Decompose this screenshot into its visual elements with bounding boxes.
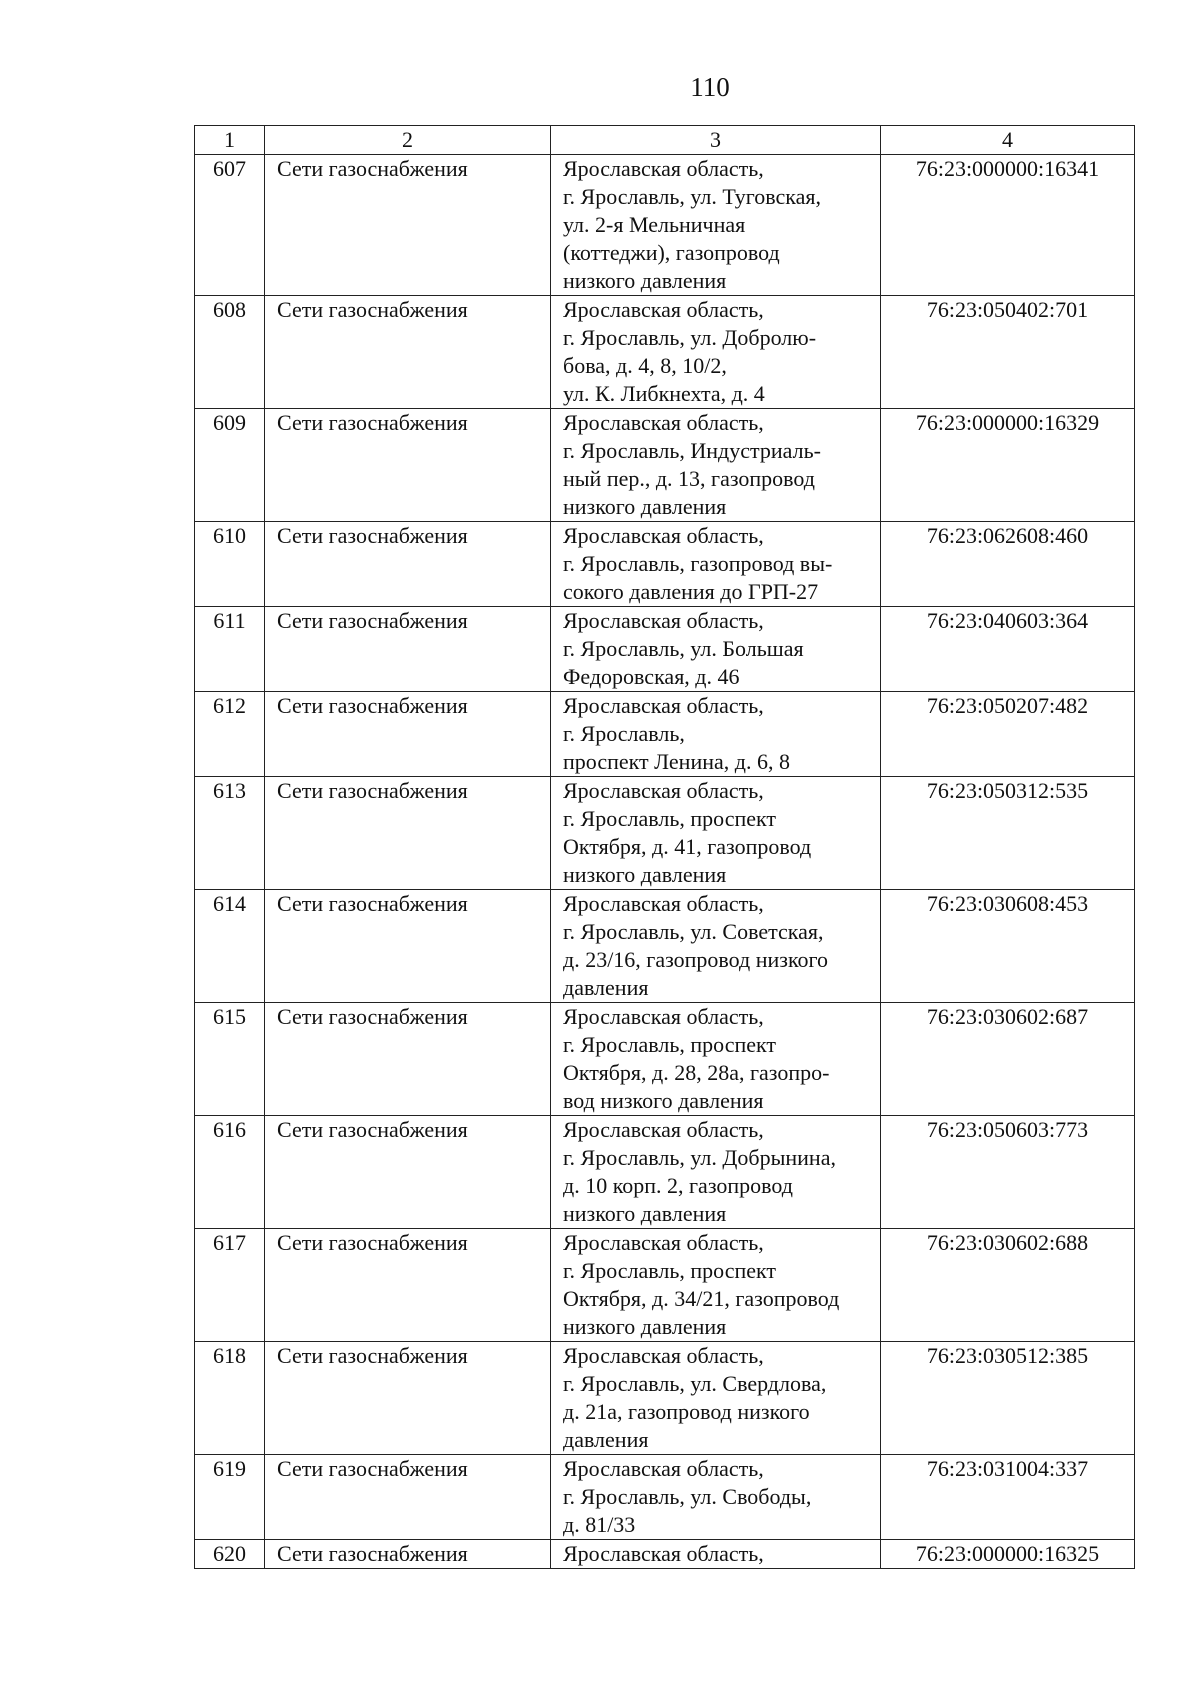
object-name-cell: Сети газоснабжения (265, 692, 551, 777)
row-number-cell: 610 (195, 522, 265, 607)
object-name-cell: Сети газоснабжения (265, 1455, 551, 1540)
address-line: проспект Ленина, д. 6, 8 (563, 749, 790, 774)
address-line: г. Ярославль, проспект (563, 1032, 777, 1057)
address-line: ул. 2-я Мельничная (563, 212, 746, 237)
row-number-cell: 614 (195, 890, 265, 1003)
address-line: ул. К. Либкнехта, д. 4 (563, 381, 765, 406)
cadastral-number-cell: 76:23:000000:16329 (881, 409, 1135, 522)
cadastral-number-cell: 76:23:050312:535 (881, 777, 1135, 890)
address-line: Ярославская область, (563, 608, 764, 633)
address-line: д. 21а, газопровод низкого (563, 1399, 810, 1424)
object-name-cell: Сети газоснабжения (265, 1003, 551, 1116)
address-cell (551, 777, 881, 890)
object-name-cell: Сети газоснабжения (265, 607, 551, 692)
address-line: Ярославская область, (563, 1117, 764, 1142)
column-header-1: 1 (195, 126, 265, 155)
row-number-cell: 607 (195, 155, 265, 296)
object-name-cell: Сети газоснабжения (265, 155, 551, 296)
cadastral-number-cell: 76:23:040603:364 (881, 607, 1135, 692)
column-header-2: 2 (265, 126, 551, 155)
cadastral-number-cell: 76:23:030608:453 (881, 890, 1135, 1003)
row-number-cell: 608 (195, 296, 265, 409)
address-line: г. Ярославль, ул. Добролю- (563, 325, 817, 350)
address-line: давления (563, 1427, 649, 1452)
address-line: Ярославская область, (563, 156, 764, 181)
row-number-cell: 620 (195, 1540, 265, 1569)
address-line: Ярославская область, (563, 693, 764, 718)
table-row (195, 607, 1135, 692)
object-name-cell: Сети газоснабжения (265, 409, 551, 522)
cadastral-number-cell: 76:23:000000:16341 (881, 155, 1135, 296)
address-cell (551, 155, 881, 296)
cadastral-number-cell: 76:23:062608:460 (881, 522, 1135, 607)
table-row (195, 890, 1135, 1003)
row-number-cell: 617 (195, 1229, 265, 1342)
address-cell (551, 1540, 881, 1569)
address-cell (551, 1116, 881, 1229)
row-number-cell: 618 (195, 1342, 265, 1455)
address-line: д. 23/16, газопровод низкого (563, 947, 829, 972)
object-name-cell: Сети газоснабжения (265, 1229, 551, 1342)
address-line: ный пер., д. 13, газопровод (563, 466, 815, 491)
row-number-cell: 612 (195, 692, 265, 777)
table-row (195, 1116, 1135, 1229)
address-line: г. Ярославль, проспект (563, 806, 777, 831)
address-line: г. Ярославль, ул. Свердлова, (563, 1371, 827, 1396)
table-row (195, 522, 1135, 607)
address-line: Ярославская область, (563, 1230, 764, 1255)
table-body (195, 126, 1135, 1569)
address-line: г. Ярославль, газопровод вы- (563, 551, 833, 576)
address-line: д. 81/33 (563, 1512, 636, 1537)
address-line: Ярославская область, (563, 891, 764, 916)
address-line: г. Ярославль, проспект (563, 1258, 777, 1283)
row-number-cell: 615 (195, 1003, 265, 1116)
address-cell (551, 522, 881, 607)
address-line: Ярославская область, (563, 1541, 764, 1566)
row-number-cell: 613 (195, 777, 265, 890)
address-line: Ярославская область, (563, 523, 764, 548)
column-header-4: 4 (881, 126, 1135, 155)
row-number-cell: 619 (195, 1455, 265, 1540)
page-number: 110 (690, 72, 730, 102)
address-line: низкого давления (563, 1201, 727, 1226)
address-cell (551, 296, 881, 409)
property-register-table (194, 125, 1135, 1569)
address-line: г. Ярославль, ул. Туговская, (563, 184, 821, 209)
address-line: г. Ярославль, ул. Большая (563, 636, 804, 661)
row-number-cell: 616 (195, 1116, 265, 1229)
column-header-3: 3 (551, 126, 881, 155)
address-line: низкого давления (563, 862, 727, 887)
address-line: г. Ярославль, Индустриаль- (563, 438, 821, 463)
object-name-cell: Сети газоснабжения (265, 1116, 551, 1229)
address-line: г. Ярославль, (563, 721, 685, 746)
address-line: Ярославская область, (563, 1343, 764, 1368)
address-line: Ярославская область, (563, 410, 764, 435)
address-cell (551, 890, 881, 1003)
address-line: низкого давления (563, 1314, 727, 1339)
table-row (195, 409, 1135, 522)
address-line: Октября, д. 28, 28а, газопро- (563, 1060, 830, 1085)
address-line: г. Ярославль, ул. Советская, (563, 919, 824, 944)
address-line: Октября, д. 41, газопровод (563, 834, 812, 859)
row-number-cell: 609 (195, 409, 265, 522)
table-row (195, 692, 1135, 777)
cadastral-number-cell: 76:23:030602:687 (881, 1003, 1135, 1116)
address-line: (коттеджи), газопровод (563, 240, 780, 265)
address-line: бова, д. 4, 8, 10/2, (563, 353, 727, 378)
table-row (195, 155, 1135, 296)
row-number-cell: 611 (195, 607, 265, 692)
address-cell (551, 409, 881, 522)
table-row (195, 1003, 1135, 1116)
table-row (195, 296, 1135, 409)
cadastral-number-cell: 76:23:030602:688 (881, 1229, 1135, 1342)
address-line: низкого давления (563, 268, 727, 293)
cadastral-number-cell: 76:23:050603:773 (881, 1116, 1135, 1229)
address-line: Октября, д. 34/21, газопровод (563, 1286, 840, 1311)
address-line: давления (563, 975, 649, 1000)
object-name-cell: Сети газоснабжения (265, 522, 551, 607)
address-cell (551, 1455, 881, 1540)
address-cell (551, 692, 881, 777)
address-line: г. Ярославль, ул. Свободы, (563, 1484, 812, 1509)
address-line: сокого давления до ГРП-27 (563, 579, 819, 604)
object-name-cell: Сети газоснабжения (265, 777, 551, 890)
table-row (195, 777, 1135, 890)
cadastral-number-cell: 76:23:050207:482 (881, 692, 1135, 777)
object-name-cell: Сети газоснабжения (265, 296, 551, 409)
address-cell (551, 1003, 881, 1116)
table-header-row (195, 126, 1135, 155)
object-name-cell: Сети газоснабжения (265, 1342, 551, 1455)
address-line: г. Ярославль, ул. Добрынина, (563, 1145, 836, 1170)
table-row (195, 1540, 1135, 1569)
table-row (195, 1342, 1135, 1455)
table-row (195, 1229, 1135, 1342)
address-cell (551, 1342, 881, 1455)
address-line: Ярославская область, (563, 1004, 764, 1029)
address-line: Ярославская область, (563, 778, 764, 803)
table-row (195, 1455, 1135, 1540)
address-line: Ярославская область, (563, 1456, 764, 1481)
cadastral-number-cell: 76:23:031004:337 (881, 1455, 1135, 1540)
cadastral-number-cell: 76:23:050402:701 (881, 296, 1135, 409)
object-name-cell: Сети газоснабжения (265, 890, 551, 1003)
address-line: Ярославская область, (563, 297, 764, 322)
cadastral-number-cell: 76:23:030512:385 (881, 1342, 1135, 1455)
address-line: д. 10 корп. 2, газопровод (563, 1173, 793, 1198)
address-line: низкого давления (563, 494, 727, 519)
object-name-cell: Сети газоснабжения (265, 1540, 551, 1569)
address-cell (551, 607, 881, 692)
cadastral-number-cell: 76:23:000000:16325 (881, 1540, 1135, 1569)
address-line: Федоровская, д. 46 (563, 664, 740, 689)
address-cell (551, 1229, 881, 1342)
address-line: вод низкого давления (563, 1088, 764, 1113)
